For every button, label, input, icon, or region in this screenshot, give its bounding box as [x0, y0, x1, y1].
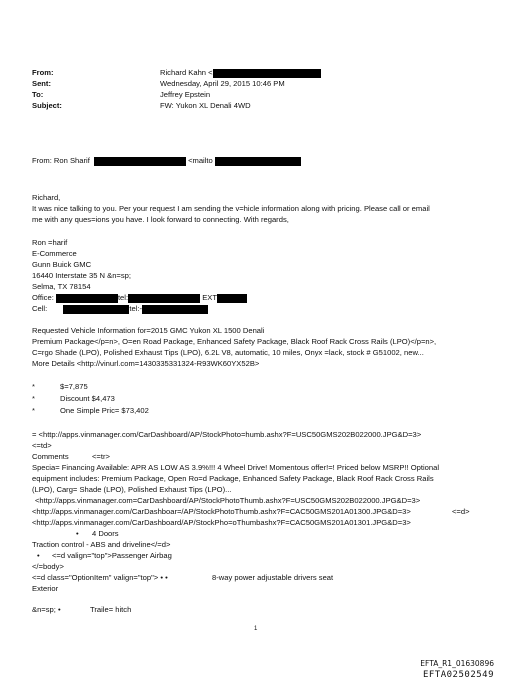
office-ext: EXT	[202, 293, 217, 302]
price-item: Discount $4,473	[60, 394, 115, 403]
redaction-block	[94, 157, 186, 166]
signature-city: Selma, TX 78154	[32, 282, 91, 291]
office-tel: tel:	[117, 293, 129, 302]
bullet-dot: •	[37, 551, 40, 560]
forward-mailto: <mailto	[188, 156, 213, 165]
raw-html-line: <http://apps.vinmanager.com/CarDashboard/AP/StockPho=oThumbashx?F=CAC50GMS201A01301.JPG&D=3>	[32, 518, 411, 527]
signature-company: Gunn Buick GMC	[32, 260, 92, 269]
paragraph-line: It was nice talking to you. Per your request I am sending the v=hicle information along with pricing. Please call or email	[32, 204, 430, 213]
from-label: From:	[32, 68, 54, 77]
cell-tel: tel:-	[129, 304, 142, 313]
price-item: One Simple Pric= $73,402	[60, 406, 149, 415]
raw-html-line: </=body>	[32, 562, 64, 571]
raw-html-line: &n=sp; •	[32, 605, 61, 614]
raw-html-line: (LPO), Carg= Shade (LPO), Polished Exhaust Tips (LPO)...	[32, 485, 232, 494]
raw-html-tag: <=tr>	[92, 452, 110, 461]
raw-html-line: <=d class="OptionItem" valign="top"> • •	[32, 573, 168, 582]
bullet-marker: *	[32, 394, 35, 403]
subject-value: FW: Yukon XL Denali 4WD	[160, 101, 251, 110]
sent-label: Sent:	[32, 79, 51, 88]
raw-html-line: <http://apps.vinmanager.com/CarDashboar=/AP/StockPhotoThumb.ashx?F=CAC50GMS201A01300.JPG&D=3>	[32, 507, 411, 516]
raw-html-line: = <http://apps.vinmanager.com/CarDashboard/AP/StockPhoto=humb.ashx?F=USC50GMS202B022000.JPG&D=3>	[32, 430, 422, 439]
paragraph-line: me with any ques=ions you have. I look forward to connecting. With regards,	[32, 215, 289, 224]
raw-html-line: <=d valign="top">Passenger Airbag	[52, 551, 172, 560]
office-label: Office:	[32, 293, 54, 302]
raw-html-line: <http://apps.vinmanager.com=CarDashboard/AP/StockPhotoThumb.ashx?F=USC50GMS202B022000.JPG&D=3>	[35, 496, 421, 505]
redaction-block	[128, 294, 200, 303]
comments-label: Comments	[32, 452, 69, 461]
signature-name: Ron =harif	[32, 238, 68, 247]
from-value	[160, 68, 321, 78]
feature-item: Traile= hitch	[90, 605, 132, 614]
cell-label: Cell:	[32, 304, 48, 313]
signature-office	[32, 293, 247, 303]
feature-item: Traction control - ABS and driveline</=d>	[32, 540, 171, 549]
to-value: Jeffrey Epstein	[160, 90, 211, 99]
section-label: Exterior	[32, 584, 59, 593]
forward-from-line	[32, 156, 301, 166]
raw-html-line: equipment includes: Premium Package, Open Ro=d Package, Enhanced Safety Package, Black Roof Rack Cross Rails	[32, 474, 434, 483]
redaction-block	[217, 294, 247, 303]
vehicle-line: Premium Package</p=n>, O=en Road Package, Enhanced Safety Package, Black Roof Rack Cross Rails (LPO)</p=n>,	[32, 337, 437, 346]
greeting: Richard,	[32, 193, 61, 202]
vehicle-line: C=rgo Shade (LPO), Polished Exhaust Tips (LPO), 6.2L V8, automatic, 10 miles, Onyx =lack, stock # G51002, new...	[32, 348, 424, 357]
raw-html-line: Specia= Financing Available: APR AS LOW AS 3.9%!!! 4 Wheel Drive! Momentous offer!=! Priced below MSRP!! Optional	[32, 463, 440, 472]
redaction-block	[213, 69, 321, 78]
bates-number: EFTA02502549	[422, 670, 494, 680]
vehicle-line: Requested Vehicle Information for=2015 GMC Yukon XL 1500 Denali	[32, 326, 265, 335]
bullet-dot: •	[76, 529, 79, 538]
forward-from-text: From: Ron Sharif	[32, 156, 90, 165]
redaction-block	[63, 305, 129, 314]
signature-dept: E-Commerce	[32, 249, 77, 258]
vehicle-details-link: More Details <http://vinurl.com=1430335331324-R93WK60YX52B>	[32, 359, 260, 368]
subject-label: Subject:	[32, 101, 62, 110]
bates-number-r1: EFTA_R1_01630896	[420, 659, 494, 668]
raw-html-line: <=td>	[32, 441, 52, 450]
redaction-block	[56, 294, 118, 303]
to-label: To:	[32, 90, 44, 99]
bullet-marker: *	[32, 382, 35, 391]
price-item: $=7,875	[60, 382, 88, 391]
feature-item: 4 Doors	[92, 529, 119, 538]
raw-html-tag: <=d>	[452, 507, 470, 516]
from-name: Richard Kahn <	[160, 68, 213, 77]
bullet-marker: *	[32, 406, 35, 415]
signature-address: 16440 Interstate 35 N &n=sp;	[32, 271, 131, 280]
sent-value: Wednesday, April 29, 2015 10:46 PM	[160, 79, 285, 88]
redaction-block	[142, 305, 208, 314]
page-number: 1	[254, 626, 258, 632]
redaction-block	[215, 157, 301, 166]
signature-cell	[32, 304, 208, 314]
feature-item: 8-way power adjustable drivers seat	[212, 573, 334, 582]
